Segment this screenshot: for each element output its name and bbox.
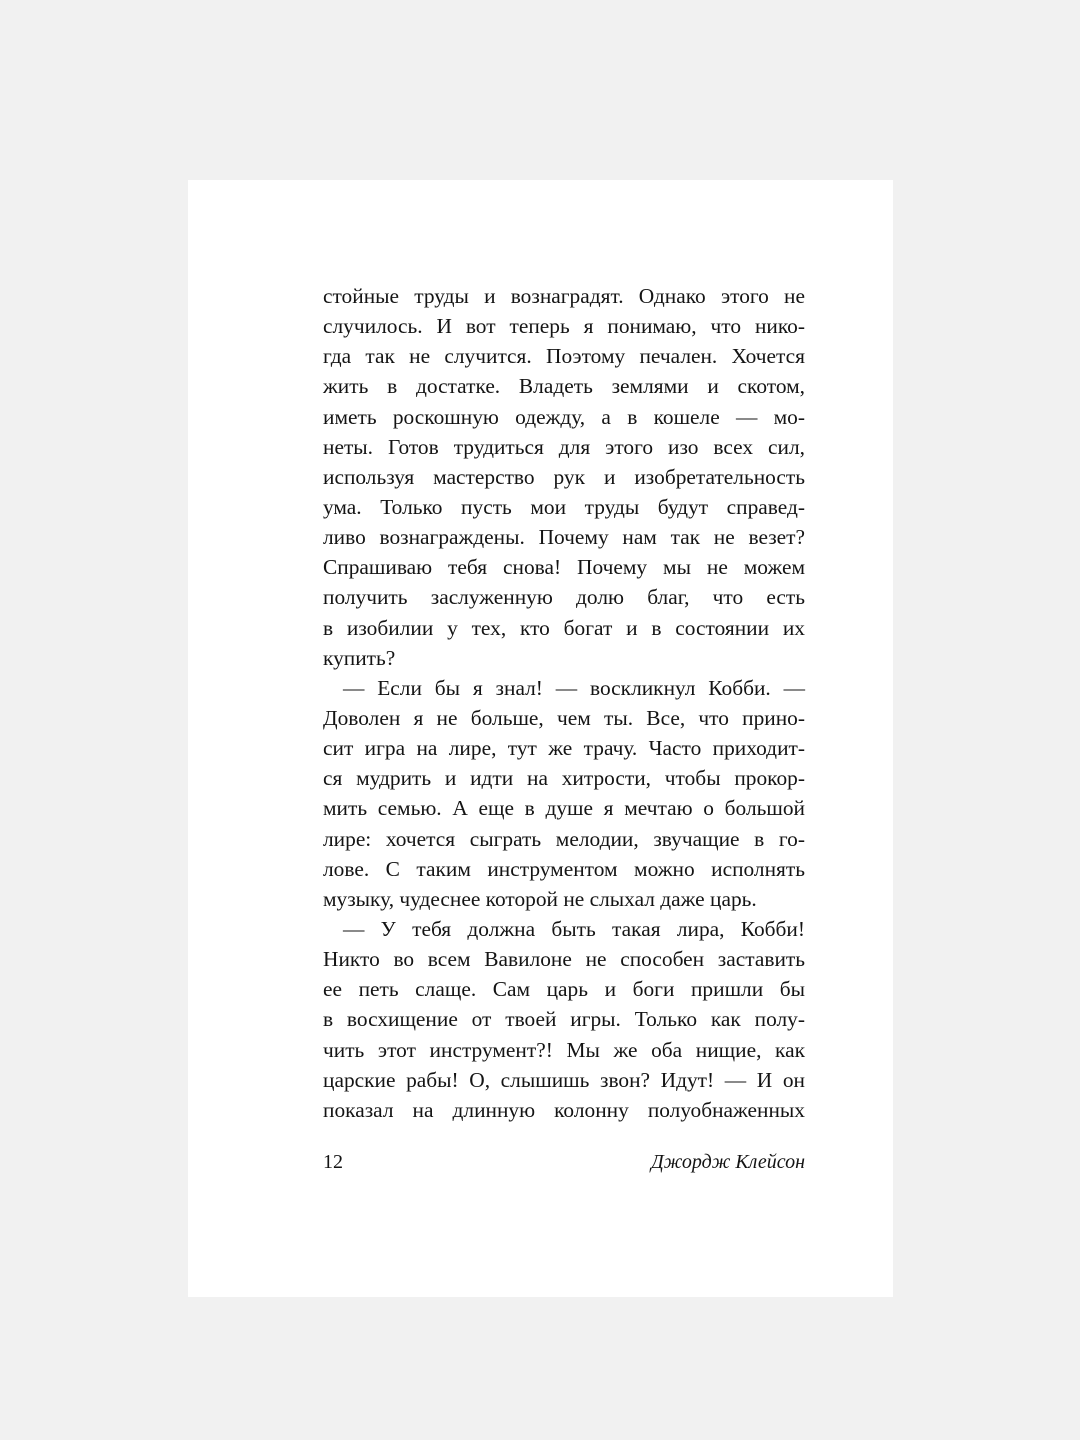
text-line: иметь роскошную одежду, а в кошеле — мо- [323,404,805,429]
text-line: получить заслуженную долю благ, что есть [323,585,805,610]
text-line: жить в достатке. Владеть землями и скотом, [323,374,805,399]
text-line: ума. Только пусть мои труды будут справед- [323,494,805,519]
body-text [323,281,805,1125]
text-line: чить этот инструмент?! Мы же оба нищие, как [323,1037,805,1062]
text-line: сит игра на лире, тут же трачу. Часто приходит- [323,736,805,761]
running-author: Джордж Клейсон [651,1151,805,1173]
text-line: лове. С таким инструментом можно исполнять [323,856,805,881]
text-line: — Если бы я знал! — воскликнул Кобби. — [343,675,805,700]
text-line: показал на длинную колонну полуобнаженных [323,1097,805,1122]
text-line: Доволен я не больше, чем ты. Все, что прино- [323,705,805,730]
text-line: — У тебя должна быть такая лира, Кобби! [343,916,805,941]
text-line: лире: хочется сыграть мелодии, звучащие в го- [323,826,805,851]
text-line: гда так не случится. Поэтому печален. Хочется [323,344,805,369]
text-line: используя мастерство рук и изобретательность [323,464,805,489]
page-number: 12 [323,1151,343,1173]
text-line: мить семью. А еще в душе я мечтаю о большой [323,796,805,821]
page-footer [323,1151,805,1179]
text-line: неты. Готов трудиться для этого изо всех сил, [323,434,805,459]
text-line: Спрашиваю тебя снова! Почему мы не можем [323,555,805,580]
text-line: стойные труды и вознаградят. Однако этого не [323,284,805,308]
text-line: в восхищение от твоей игры. Только как полу- [323,1007,805,1032]
book-page [188,180,893,1297]
text-line: ся мудрить и идти на хитрости, чтобы прокор- [323,766,805,791]
text-line: ливо вознаграждены. Почему нам так не везет? [323,525,805,550]
text-line: ее петь слаще. Сам царь и боги пришли бы [323,977,805,1002]
text-line: Никто во всем Вавилоне не способен заставить [323,947,805,972]
text-line: купить? [323,645,396,670]
text-line: музыку, чудеснее которой не слыхал даже царь. [323,886,757,911]
text-line: в изобилии у тех, кто богат и в состоянии их [323,615,805,640]
text-line: случилось. И вот теперь я понимаю, что нико- [323,314,805,339]
text-line: царские рабы! О, слышишь звон? Идут! — И он [323,1067,805,1092]
